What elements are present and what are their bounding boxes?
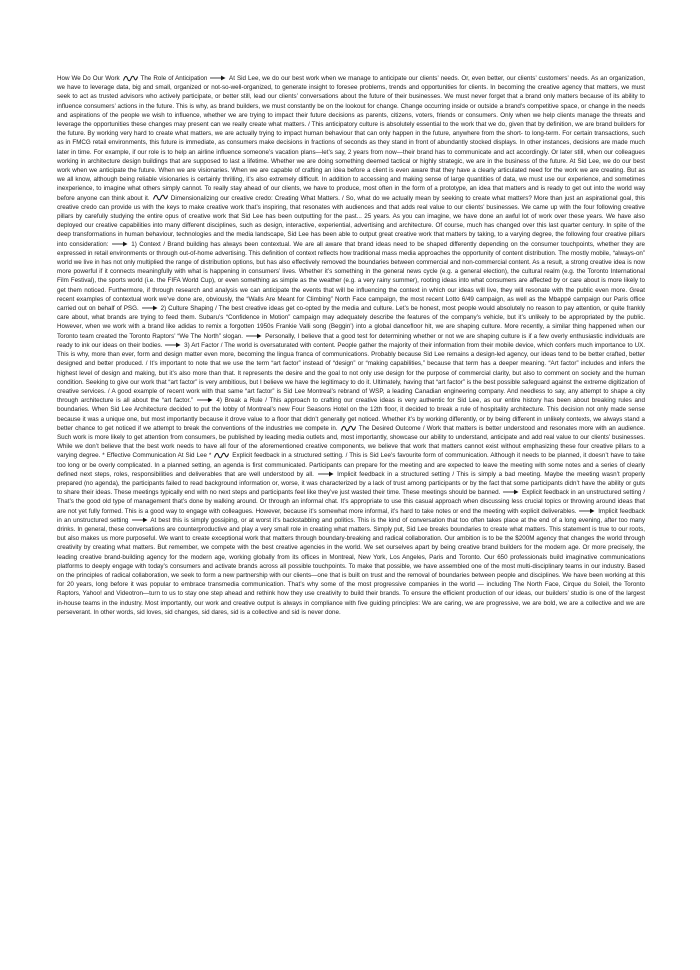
body-text-segment: Implicit feedback in an unstructured setting [57, 507, 646, 524]
body-text-segment: At best this is simply gossiping, or at worst it’s backstabbing and politics. This is the kind of conversation that too often takes place at the end of a long evening, after too many drinks. In general, these conversations are counterproductive and play a very small role in creating what matters. Simply put, Sid Lee breaks boundaries to create what matters. This statement is true to our roots, but also makes us more purposeful. We want to create exceptional work that matters through boundary-breaking and radical collaboration. Our ambition is to be the $200M agency that changes the world through creativity by creating what matters. But remember, we compete with the best creative agencies in the world. We set ourselves apart by being creative brand builders for the modern age. Or more precisely, the leading creative brand-building agency for the modern age, working globally from its offices in Montreal, New York, Los Angeles, Paris and Toronto. Our 650 professionals build imaginative communications platforms to deeply engage with today’s consumers and activate brands across all possible touchpoints. To make that possible, we have assembled one of the most multi-disciplinary teams in our industry. Based on the principles of radical collaboration, we seek to form a new partnership with our clients—one that is built on trust and the removal of boundaries between people and disciplines. We have been working at this for 20 years, long before it was popular to embrace transmedia communication. That’s why some of the most progressive companies in the world — including The North Face, Cirque du Soleil, the Toronto Raptors, Yahoo! and Videotron—turn to us to stay one step ahead and rethink how they use creativity to build their brands. To ensure the efficient production of our ideas, our builders’ studio is one of the largest in-house teams in the industry. Most importantly, our work and creative output is always in compliance with five guiding principles: We are caring, we are progressive, we are bold, we are a collective and we are perseverant. In other words, sid loves, sid changes, sid dares, sid is a collective and sid is never done. [57, 516, 645, 616]
body-text-segment: At Sid Lee, we do our best work when we manage to anticipate our clients’ needs. Or, even better, our clients’ customers’ needs. As an organization, we have to leverage data, big and small, organized or not-so-well-organized, to generate insight to foresee problems, trends and opportunities for clients. In becoming the creative agency that matters, we must seek to act as trusted advisors who actively participate, or better still, lead our clients’ conversations about the future of their businesses. We must never forget that a brand only matters because of its ability to influence consumers’ actions in the future. This is why, as brand builders, we must constantly be on the lookout for change. Change occurring inside or outside a brand’s competitive space, or change in the needs and aspirations of the people we wish to influence, whether we are trying to impact their future decisions as parents, citizens, voters, friends or consumers. Only when we help clients manage the threats and leverage the opportunities these changes may present can we really create what matters. / This anticipatory culture is absolutely essential to the work that we do, given that by definition, we are brand builders for the future. By working very hard to create what matters, we are actually trying to impact human behaviour that can only happen in the future, anywhere from the short- to long-term. For certain transactions, such as in FMCG retail environments, this future is immediate, as consumers make decisions in fractions of seconds as they stand in front of abundantly stocked displays. In other instances, decisions are made much later in time. For example, if our role is to help an airline influence someone’s vacation plans—let’s say, 2 years from now—their brand has to communicate and act accordingly. Or later still, when our colleagues working in architecture design buildings that are supposed to last a lifetime. Whether we are doing something deemed tactical or highly strategic, we are in the business of the future. At Sid Lee, we do our best work when we anticipate the future. When we are visionaries. When we are capable of crafting an idea before a client is even aware that they have a clearly articulated need for the work we are creating. But as we all know, although being reliable visionaries is certainly thrilling, it’s also extremely difficult. In addition to accessing and making sense of large quantities of data, we must use our experience, and sometimes inexperience, to imagine what others simply cannot. To really stay ahead of our clients, we have to produce, most often in the form of a prototype, an idea that matters and is ready to get out into the world way before anyone can think about it. [57, 75, 646, 202]
arrow-right-icon [142, 305, 158, 311]
squiggle-icon [153, 194, 168, 201]
squiggle-icon [123, 75, 138, 82]
arrow-right-icon [503, 489, 519, 495]
document-page [57, 74, 645, 617]
document-body-text [57, 74, 645, 617]
body-text-segment: 1) Context / Brand building has always been contextual. We are all aware that brand ideas need to be shaped differently depending on the consumer touchpoints, whether they are expressed in retail environments or through out-of-home advertising. This definition of context reflects how traditional mass media approaches the opportunity of content distribution. The mostly mobile, “always-on” world we live in has not only multiplied the range of distribution options, but has also effectively removed the boundaries between commercial and non-commercial content. As a result, a strong creative idea is now more powerful if it connects meaningfully with what is happening in consumers’ lives. Whether it’s something in the general news cycle (e.g. a general election), the cultural realm (e.g. the Toronto International Film Festival), the sports world (i.e. the FIFA World Cup), or even something as simple as the weather (e.g. a very rainy summer), rooting ideas into what consumers are affected by or care about is more likely to get them noticed. Furthermore, if through research and analysis we can anticipate the events that will be influencing the context in which our ideas will live, they will resonate with the public even more. Great recent examples of contextual work we’ve done are, obviously, the “Walls Are Meant for Climbing” North Face campaign, the most recent Lotto 6/49 campaign, as well as the Mbappé campaign our Paris office carried out on behalf of PSG. [57, 240, 645, 313]
arrow-right-icon [197, 397, 213, 403]
arrow-right-icon [165, 342, 181, 348]
body-text-segment: Dimensionalizing our creative credo: Creating What Matters. / So, what do we actually mean by seeking to create what matters? More than just an aspirational goal, this creative credo can provide us with the keys to make creative work that’s inspiring, that resonates with audiences and that adds real value to our clients’ businesses. We came up with the four following creative pillars by carefully studying the entire opus of creative work that Sid Lee has been outputting for the past... 25 years. As you can imagine, we have done an awful lot of work over these years. We have also deployed our creative capabilities into many different disciplines, such as design, interactive, experiential, advertising and architecture. Of course, much has changed over this last quarter century. In spite of the deep transformations in human behaviour, technologies and the media landscape, Sid Lee has been able to output great creative work that matters by taking, to a varying degree, the following four creative pillars into consideration: [57, 194, 645, 248]
arrow-right-icon [579, 508, 595, 514]
body-text-segment: The Desired Outcome / Work that matters is better understood and resonates more with an audience. Such work is more likely to get attention from consumers, be published by leading media outlets and, most importantly, showcase our ability to understand, anticipate and add real value to our clients’ businesses. While we don’t believe that the best work needs to have all four of the aforementioned creative components, we believe that work that matters cannot exist without emphasizing these four creative pillars to a varying degree. * Effective Communication At Sid Lee * [57, 424, 645, 460]
arrow-right-icon [132, 517, 148, 523]
squiggle-icon [341, 425, 356, 432]
arrow-right-icon [210, 75, 226, 81]
body-text-segment: 2) Culture Shaping / The best creative ideas get co-opted by the media and culture. Let’s be honest, most people would absolutely no reason to pay attention, or quite frankly care about, what brands are trying to feed them. Subaru’s “Confidence in Motion” campaign may adequately describe the features of the company’s vehicle, but it’s unlikely to be appropriated by the public. However, when we work with a brand like adidas to remix a forgotten 1950s Frankie Valli song (Beggin’) into a global dancefloor hit, we are shaping culture. More recently, a similar thing happened when our Toronto team created the Toronto Raptors’ “We The North” slogan. [57, 305, 646, 340]
body-text-segment: Implicit feedback in a structured setting / This is simply a bad meeting. Maybe the meeting wasn’t properly prepared (no agenda), the participants failed to read background information or, worse, it was characterized by a lack of trust among participants or by the fact that some participants didn’t have the ability or guts to share their ideas. These meetings typically end with no next steps and participants feel like they’ve just wasted their time. These meetings should be banned. [57, 470, 645, 497]
body-text-segment: Personally, I believe that a good test for determining whether or not we are shaping culture is if a few overly enthusiastic individuals are ready to ink our ideas on their bodies. [57, 332, 645, 349]
body-text-segment: 4) Break a Rule / This approach to crafting our creative ideas is very authentic for Sid Lee, as our entire history has been about breaking rules and boundaries. When Sid Lee Architecture decided to put the lobby of Montreal’s new Four Seasons Hotel on the 12th floor, it decided to break a rule of hospitality architecture. This decision not only made sense because it was a unique one, but most importantly because it drove value to a floor that didn’t generally get noticed. Whether it’s by working differently, or by being different in unlikely contexts, we always stand a better chance to get noticed if we attempt to break the conventions of the industries we compete in. [57, 397, 645, 432]
body-text-segment: 3) Art Factor / The world is oversaturated with content. People gather the majority of their information from their mobile device, which confers much importance to UX. This is why, more than ever, form and design matter even more, becoming the lingua franca of communications. Probably because Sid Lee remains a design-led agency, our ideas tend to be better crafted, better designed and better produced. / It’s important to note that we use the term “art factor” instead of “design” or “making capabilities,” because that term has a deeper meaning. “Art factor” includes and infers the highest level of design and making, but it’s also more than that. It represents the desire and the goal to not only use design for the purpose of commercial clarity, but also to comment on society and the human condition. Seeking to give our work that “art factor” is very ambitious, but I believe we have the legitimacy to do it. Ultimately, having that “art factor” is the best possible safeguard against the extreme digitization of creative services. / A good example of recent work with that same “art factor” is Sid Lee Montreal’s rebrand of WSP, a leading Canadian engineering company. And needless to say, any attempt to shape a city through architecture is all about the “art factor.” [57, 341, 645, 405]
body-text-segment: How We Do Our Work [57, 75, 122, 82]
body-text-segment: The Role of Anticipation [138, 75, 210, 82]
squiggle-icon [214, 452, 229, 459]
arrow-right-icon [318, 471, 334, 477]
body-text-segment: Explicit feedback in an unstructured setting / That’s the good old type of management that’s done by walking around. Or through an informal chat. It’s appropriate to use this casual approach when discussing less crucial topics or throwing around ideas that are not yet fully formed. This is a good way to engage with colleagues. However, because it’s somewhat more informal, it’s hard to take notes or end the meeting with explicit deliverables. [57, 489, 645, 515]
arrow-right-icon [112, 241, 128, 247]
arrow-right-icon [246, 333, 262, 339]
body-text-segment: Explicit feedback in a structured setting. / This is Sid Lee’s favourite form of communication. Although it needs to be planned, it doesn’t have to take too long or be overly complicated. In a planned setting, an agenda is first communicated. Participants can prepare for the meeting and are expected to leave the meeting with some notes and a series of clearly defined next steps, roles, responsibilities and deliverables that are well understood by all. [57, 452, 645, 478]
